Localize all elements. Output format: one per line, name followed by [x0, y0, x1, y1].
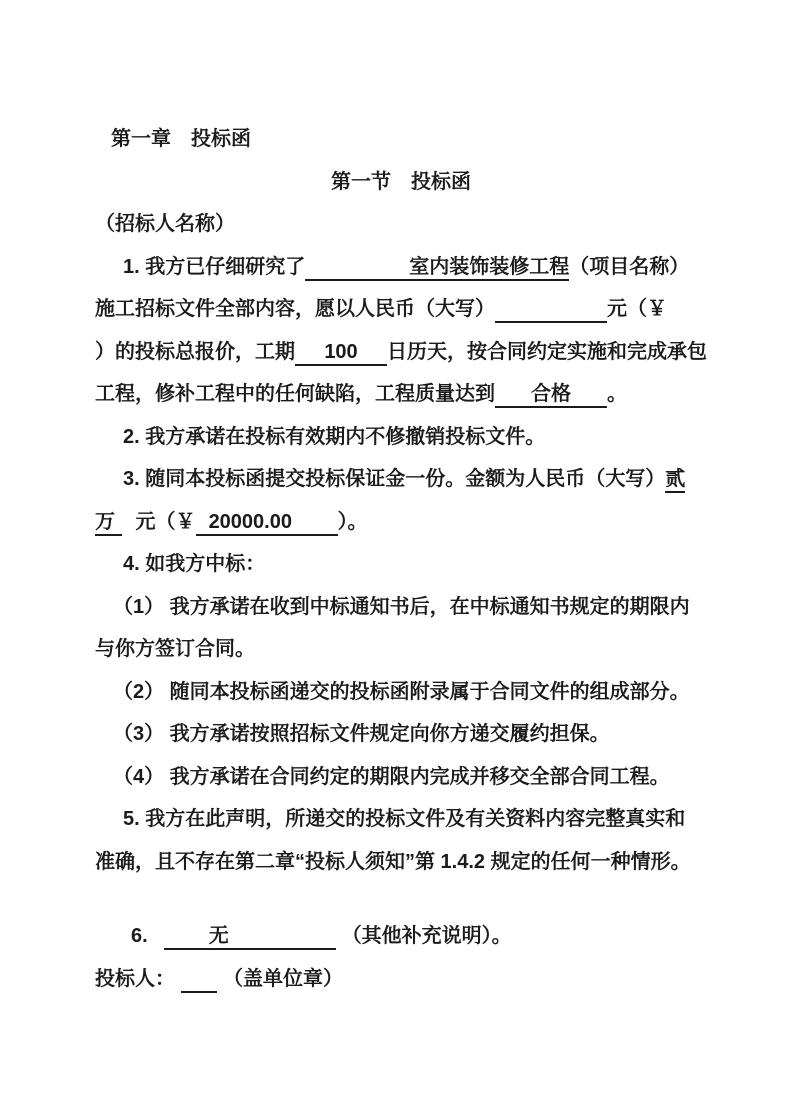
- item-4-sub-3-line: [95, 713, 707, 756]
- bidder-signature-line: [95, 958, 707, 1001]
- text-run: 准确，且不存在第二章“投标人须知”第 1.4.2 规定的任何一种情形。: [95, 850, 691, 873]
- filled-blank-underline: 无: [164, 924, 336, 950]
- item-6-line: [95, 915, 707, 958]
- filled-blank-underline: 室内装饰装修工程: [409, 255, 569, 281]
- item-4-sub-2-line: [95, 671, 707, 714]
- filled-blank-underline: 万: [95, 510, 122, 536]
- item-3-line-1: [95, 458, 707, 501]
- item-5-line-1: [95, 798, 707, 841]
- item-1-line-2: [95, 288, 707, 331]
- text-run: （3） 我方承诺按照招标文件规定向你方递交履约担保。: [113, 723, 610, 745]
- item-4-sub-1-line-1: [95, 586, 707, 629]
- text-run: 日历天，按合同约定实施和完成承包: [387, 340, 707, 363]
- text-run: （盖单位章）: [223, 967, 343, 990]
- text-run: 2. 我方承诺在投标有效期内不修撤销投标文件。: [123, 425, 546, 448]
- filled-blank-underline: 合格: [495, 382, 607, 408]
- text-run: （2） 随同本投标函递交的投标函附录属于合同文件的组成部分。: [113, 680, 690, 703]
- item-3-line-2: [95, 501, 707, 544]
- text-run: 6.: [131, 925, 148, 947]
- item-4-line: [95, 543, 707, 586]
- text-run: 元（￥: [130, 510, 196, 533]
- text-run: 。: [607, 383, 627, 405]
- text-run: 4. 如我方中标：: [123, 553, 266, 575]
- blank-line: [95, 883, 707, 915]
- text-run: 1. 我方已仔细研究了: [123, 255, 306, 278]
- item-1-line-3: [95, 331, 707, 374]
- item-4-sub-4-line: [95, 756, 707, 799]
- text-run: ）。: [337, 510, 368, 533]
- text-run: 3. 随同本投标函提交投标保证金一份。金额为人民币（大写）: [123, 468, 666, 490]
- item-2-line: [95, 416, 707, 459]
- text-run: 元（￥: [607, 298, 667, 320]
- filled-blank-underline: 20000.00: [196, 510, 338, 536]
- bid-letter-document: [95, 118, 707, 1000]
- text-run: （招标人名称）: [95, 213, 235, 235]
- filled-blank-underline: 贰: [665, 467, 685, 493]
- blank-underline: [181, 967, 217, 993]
- text-run: 投标人：: [95, 967, 175, 990]
- text-run: （4） 我方承诺在合同约定的期限内完成并移交全部合同工程。: [113, 765, 670, 788]
- tenderer-name-line: [95, 203, 707, 246]
- item-4-sub-1-line-2: [95, 628, 707, 671]
- chapter-heading: 第一章 投标函: [111, 128, 251, 150]
- text-run: 工程，修补工程中的任何缺陷，工程质量达到: [95, 383, 495, 405]
- document-body: [95, 203, 707, 1000]
- text-run: 施工招标文件全部内容，愿以人民币（大写）: [95, 298, 495, 320]
- filled-blank-underline: 100: [295, 340, 387, 366]
- item-1-line-1: [95, 246, 707, 289]
- item-1-line-4: [95, 373, 707, 416]
- text-run: （1） 我方承诺在收到中标通知书后，在中标通知书规定的期限内: [113, 595, 690, 618]
- text-run: 与你方签订合同。: [95, 638, 255, 660]
- text-run: （其他补充说明）。: [341, 925, 512, 947]
- blank-underline: [305, 255, 409, 281]
- section-heading: 第一节 投标函: [331, 170, 471, 193]
- text-run: ）的投标总报价，工期: [95, 340, 295, 363]
- text-run: 5. 我方在此声明，所递交的投标文件及有关资料内容完整真实和: [123, 808, 686, 830]
- blank-underline: [495, 297, 607, 323]
- text-run: （项目名称）: [569, 255, 690, 278]
- item-5-line-2: [95, 841, 707, 884]
